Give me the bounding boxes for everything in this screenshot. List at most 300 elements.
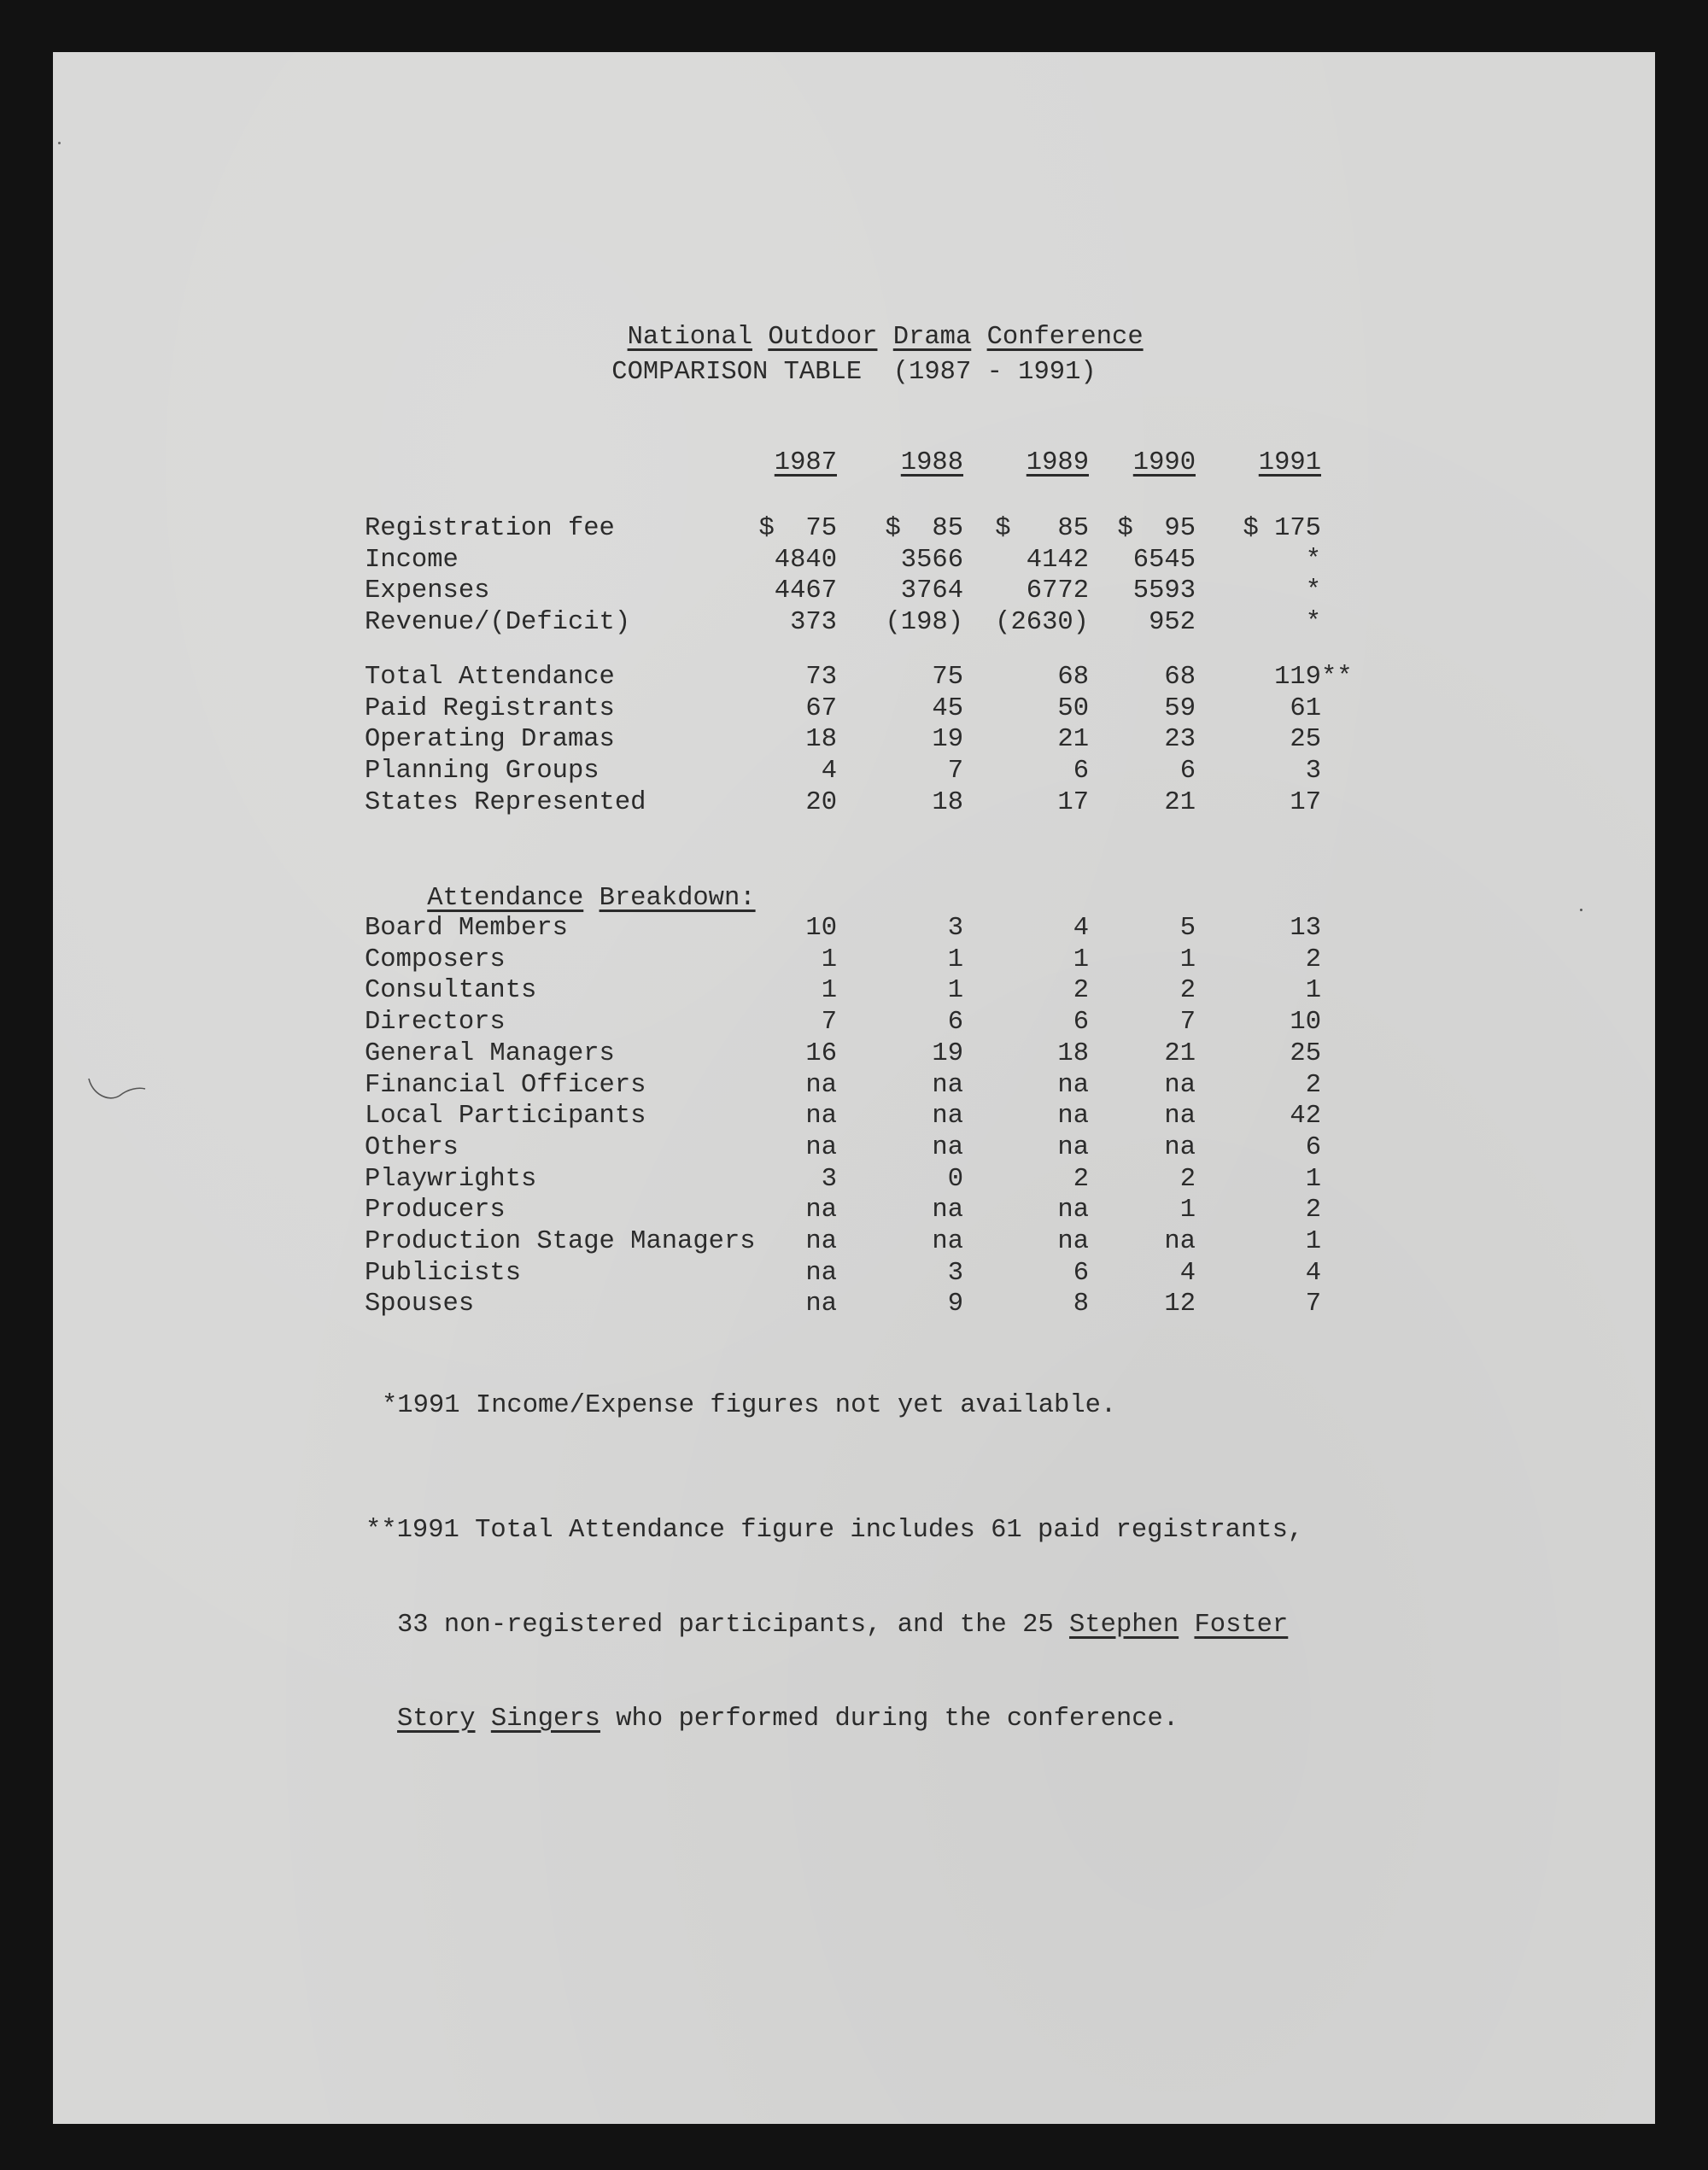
currency-symbol: $ <box>758 514 775 543</box>
cell-value: 18 <box>1057 1038 1089 1068</box>
footnote-income: *1991 Income/Expense figures not yet available. <box>382 1391 1117 1420</box>
table-cell <box>805 1195 837 1226</box>
table-row <box>53 1070 1655 1102</box>
table-cell <box>1133 576 1196 607</box>
cell-value: 1 <box>947 945 963 974</box>
cell-value: 19 <box>932 1038 963 1068</box>
cell-value: 50 <box>1057 693 1089 723</box>
table-cell <box>822 1164 837 1196</box>
row-label: Income <box>365 545 459 575</box>
table-cell <box>1057 1101 1089 1132</box>
cell-value: 20 <box>805 787 837 817</box>
underlined-word: Singers <box>490 1704 600 1734</box>
table-cell <box>1290 1007 1321 1038</box>
table-row <box>53 787 1655 819</box>
currency-symbol: $ <box>1117 514 1133 543</box>
table-row <box>53 1038 1655 1070</box>
cell-value: 3566 <box>900 545 963 575</box>
cell-value: 6 <box>1179 757 1196 787</box>
table-cell <box>1057 513 1089 545</box>
table-row <box>53 693 1655 725</box>
table-cell <box>1180 756 1196 787</box>
cell-value: 4 <box>1073 914 1089 943</box>
table-row <box>53 513 1655 545</box>
table-cell <box>822 945 837 976</box>
table-cell <box>1180 1258 1196 1290</box>
table-cell <box>1306 945 1321 976</box>
table-cell <box>948 975 963 1007</box>
table-cell <box>805 1132 837 1164</box>
cell-value: 21 <box>1057 725 1089 755</box>
cell-value: na <box>1057 1227 1089 1256</box>
cell-value: na <box>1057 1196 1089 1225</box>
cell-value: 21 <box>1164 1038 1196 1068</box>
table-cell <box>1057 787 1089 819</box>
cell-value: 7 <box>1305 1290 1321 1319</box>
table-cell <box>1290 724 1321 756</box>
footnote-attendance-line3 <box>366 1704 1303 1735</box>
table-cell <box>805 1289 837 1320</box>
currency-symbol: $ <box>1243 514 1259 543</box>
cell-value: 4 <box>1305 1258 1321 1288</box>
table-row <box>53 1289 1655 1320</box>
table-cell <box>805 513 837 545</box>
row-label: General Managers <box>365 1038 615 1068</box>
cell-value: 17 <box>1290 787 1321 817</box>
table-cell <box>1073 1289 1089 1320</box>
footnote-marker: ** <box>366 1516 397 1546</box>
cell-value: 10 <box>805 914 837 943</box>
row-label: Local Participants <box>365 1102 646 1132</box>
cell-value: 1 <box>1305 1164 1321 1194</box>
cell-value: na <box>932 1196 963 1225</box>
cell-value: 18 <box>805 725 837 755</box>
table-row <box>53 1164 1655 1196</box>
table-cell <box>1027 576 1089 607</box>
cell-value: 3 <box>947 1258 963 1288</box>
hair-artifact <box>87 1077 147 1103</box>
table-cell <box>1073 756 1089 787</box>
table-cell <box>948 1258 963 1290</box>
row-label: Playwrights <box>365 1164 537 1194</box>
table-row <box>53 1258 1655 1290</box>
cell-value: 2 <box>1305 1070 1321 1100</box>
cell-value: na <box>1164 1227 1196 1256</box>
table-cell <box>1306 1258 1321 1290</box>
table-cell <box>1164 1226 1196 1258</box>
year-header: 1988 <box>900 448 963 477</box>
table-cell <box>1164 693 1196 725</box>
table-cell <box>1180 975 1196 1007</box>
row-label: Revenue/(Deficit) <box>365 608 631 638</box>
table-cell <box>1306 576 1321 607</box>
row-label: Registration fee <box>365 514 615 543</box>
cell-value: 6 <box>1305 1132 1321 1162</box>
footnote-attendance-line1 <box>366 1515 1303 1547</box>
cell-value: 7 <box>1179 1008 1196 1038</box>
cell-value: 4467 <box>774 576 837 606</box>
cell-value: 1 <box>1305 976 1321 1006</box>
cell-value: 61 <box>1290 693 1321 723</box>
cell-value: na <box>1057 1132 1089 1162</box>
row-label: Composers <box>365 945 506 974</box>
cell-value: (198) <box>885 608 963 638</box>
table-cell <box>1057 724 1089 756</box>
table-cell <box>932 1195 963 1226</box>
table-cell <box>1164 1132 1196 1164</box>
table-cell <box>1274 662 1353 693</box>
row-label: Planning Groups <box>365 757 600 787</box>
table-cell <box>1180 1195 1196 1226</box>
row-label: Total Attendance <box>365 663 615 692</box>
table-cell <box>1073 913 1089 945</box>
cell-value: 1 <box>1305 1227 1321 1256</box>
table-cell <box>790 607 837 639</box>
cell-value: na <box>1164 1070 1196 1100</box>
table-cell <box>1149 607 1196 639</box>
underlined-word: Stephen <box>1069 1610 1179 1640</box>
table-cell <box>1164 787 1196 819</box>
document-page <box>53 52 1655 2124</box>
table-cell <box>1073 975 1089 1007</box>
underlined-word: Story <box>397 1704 476 1734</box>
cell-value: 2 <box>1305 1196 1321 1225</box>
table-cell <box>805 787 837 819</box>
table-cell <box>901 545 963 576</box>
cell-value: 10 <box>1290 1008 1321 1038</box>
table-cell <box>948 913 963 945</box>
table-cell <box>822 756 837 787</box>
table-cell <box>1180 1007 1196 1038</box>
table-cell <box>805 1258 837 1290</box>
breakdown-heading-word: Attendance <box>427 883 584 913</box>
table-cell <box>805 1101 837 1132</box>
cell-value: 3 <box>1305 757 1321 787</box>
cell-value: 25 <box>1290 725 1321 755</box>
table-cell <box>1073 1007 1089 1038</box>
cell-value: 6 <box>1073 1258 1089 1288</box>
cell-value: 5593 <box>1132 576 1196 606</box>
cell-value: 42 <box>1290 1102 1321 1132</box>
table-cell <box>1164 1101 1196 1132</box>
footnote-text: who performed during the conference. <box>600 1704 1179 1734</box>
cell-value: (2630) <box>995 608 1089 638</box>
cell-value: 18 <box>932 787 963 817</box>
table-row <box>53 913 1655 945</box>
table-cell <box>1290 693 1321 725</box>
table-row <box>53 576 1655 607</box>
cell-value: 1 <box>821 976 837 1006</box>
cell-value: 2 <box>1073 1164 1089 1194</box>
cell-value: 2 <box>1179 1164 1196 1194</box>
cell-value: 7 <box>821 1008 837 1038</box>
table-cell <box>1057 1195 1089 1226</box>
footnote-attendance <box>366 1453 1303 1798</box>
table-cell <box>932 513 963 545</box>
table-cell <box>932 787 963 819</box>
table-cell <box>822 1007 837 1038</box>
cell-value: 85 <box>932 514 963 543</box>
table-cell <box>932 693 963 725</box>
table-row <box>53 662 1655 693</box>
table-cell <box>805 1070 837 1102</box>
cell-value: 6545 <box>1132 545 1196 575</box>
row-label: Production Stage Managers <box>365 1227 756 1256</box>
row-label: Board Members <box>365 914 568 943</box>
table-cell <box>948 1007 963 1038</box>
table-row <box>53 1132 1655 1164</box>
table-cell <box>1057 1226 1089 1258</box>
cell-value: 4840 <box>774 545 837 575</box>
table-cell <box>822 975 837 1007</box>
row-label: Consultants <box>365 976 537 1006</box>
table-cell <box>1306 1164 1321 1196</box>
table-cell <box>1306 1132 1321 1164</box>
cell-value: 95 <box>1164 514 1196 543</box>
row-label: Others <box>365 1132 459 1162</box>
cell-value: na <box>805 1290 837 1319</box>
table-cell <box>775 545 837 576</box>
cell-value: 373 <box>790 608 837 638</box>
table-row <box>53 1195 1655 1226</box>
row-label: Operating Dramas <box>365 725 615 755</box>
row-label: Publicists <box>365 1258 522 1288</box>
table-cell <box>1306 607 1321 639</box>
cell-value: 3764 <box>900 576 963 606</box>
cell-value: 73 <box>805 663 837 692</box>
cell-value: na <box>1057 1070 1089 1100</box>
year-header: 1989 <box>1026 448 1089 477</box>
cell-value: 1 <box>821 945 837 974</box>
table-cell <box>1027 545 1089 576</box>
cell-value: 4 <box>821 757 837 787</box>
table-cell <box>1073 1164 1089 1196</box>
table-cell <box>1057 662 1089 693</box>
cell-value: 19 <box>932 725 963 755</box>
table-cell <box>948 945 963 976</box>
cell-value: 21 <box>1164 787 1196 817</box>
cell-value: * <box>1305 608 1321 638</box>
row-label: Spouses <box>365 1290 475 1319</box>
cell-value: 1 <box>1179 1196 1196 1225</box>
cell-value: 17 <box>1057 787 1089 817</box>
table-cell <box>1180 913 1196 945</box>
table-cell <box>1057 1132 1089 1164</box>
table-row <box>53 975 1655 1007</box>
breakdown-heading-word: Breakdown: <box>599 883 756 913</box>
table-cell <box>1290 913 1321 945</box>
table-cell <box>948 1289 963 1320</box>
cell-value: 59 <box>1164 693 1196 723</box>
cell-value: na <box>1164 1132 1196 1162</box>
table-cell <box>805 724 837 756</box>
table-cell <box>995 607 1089 639</box>
cell-value: na <box>805 1227 837 1256</box>
table-cell <box>1290 787 1321 819</box>
cell-value: 6 <box>1073 757 1089 787</box>
cell-value: 6772 <box>1026 576 1089 606</box>
title-word: Outdoor <box>768 322 878 352</box>
cell-value: 952 <box>1149 608 1196 638</box>
cell-value: 6 <box>947 1008 963 1038</box>
cell-value: 1 <box>947 976 963 1006</box>
table-cell <box>932 1038 963 1070</box>
table-row <box>53 1007 1655 1038</box>
table-cell <box>805 1038 837 1070</box>
row-label: Paid Registrants <box>365 693 615 723</box>
cell-value: 6 <box>1073 1008 1089 1038</box>
table-cell <box>1306 1195 1321 1226</box>
cell-value: 5 <box>1179 914 1196 943</box>
table-cell <box>1306 545 1321 576</box>
cell-value: 45 <box>932 693 963 723</box>
cell-value: 175 <box>1274 514 1321 543</box>
table-cell <box>932 1132 963 1164</box>
cell-value: 8 <box>1073 1290 1089 1319</box>
table-cell <box>1164 1070 1196 1102</box>
cell-value: 68 <box>1164 663 1196 692</box>
table-cell <box>1306 975 1321 1007</box>
cell-value: 2 <box>1073 976 1089 1006</box>
table-cell <box>1073 945 1089 976</box>
table-cell <box>1133 545 1196 576</box>
cell-value: 1 <box>1073 945 1089 974</box>
cell-value: 9 <box>947 1290 963 1319</box>
year-header-row <box>53 447 1655 479</box>
row-label: Producers <box>365 1196 506 1225</box>
row-label: Directors <box>365 1008 506 1038</box>
underlined-word: Foster <box>1194 1610 1289 1640</box>
table-cell <box>932 1226 963 1258</box>
table-cell <box>1290 1101 1321 1132</box>
cell-value: 3 <box>821 1164 837 1194</box>
table-cell <box>948 756 963 787</box>
cell-value: 75 <box>805 514 837 543</box>
table-cell <box>1306 756 1321 787</box>
table-cell <box>1057 693 1089 725</box>
table-cell <box>1180 1164 1196 1196</box>
cell-value: na <box>932 1132 963 1162</box>
table-cell <box>805 1226 837 1258</box>
table-cell <box>1306 1226 1321 1258</box>
table-cell <box>901 576 963 607</box>
cell-value: 0 <box>947 1164 963 1194</box>
table-row <box>53 545 1655 576</box>
table-cell <box>1180 945 1196 976</box>
table-cell <box>1057 1070 1089 1102</box>
table-cell <box>932 1101 963 1132</box>
cell-value: 13 <box>1290 914 1321 943</box>
cell-value: 75 <box>932 663 963 692</box>
table-cell <box>805 693 837 725</box>
cell-value: na <box>1164 1102 1196 1132</box>
cell-value: na <box>805 1196 837 1225</box>
table-row <box>53 1226 1655 1258</box>
currency-symbol: $ <box>885 514 901 543</box>
table-cell <box>775 576 837 607</box>
table-cell <box>805 913 837 945</box>
cell-value: * <box>1305 545 1321 575</box>
table-row <box>53 945 1655 976</box>
title-word: Drama <box>892 322 972 352</box>
table-cell <box>1073 1258 1089 1290</box>
table-cell <box>805 662 837 693</box>
title-word: Conference <box>986 322 1144 352</box>
speck-artifact <box>1580 909 1582 911</box>
table-row <box>53 1101 1655 1132</box>
cell-value: 16 <box>805 1038 837 1068</box>
table-cell <box>1290 1038 1321 1070</box>
table-cell <box>1164 662 1196 693</box>
cell-value: 23 <box>1164 725 1196 755</box>
cell-value: 25 <box>1290 1038 1321 1068</box>
table-cell <box>1164 1038 1196 1070</box>
year-header: 1991 <box>1258 448 1321 477</box>
cell-value: na <box>932 1102 963 1132</box>
footnote-marker: ** <box>1321 663 1353 692</box>
cell-value: 3 <box>947 914 963 943</box>
row-label: Financial Officers <box>365 1070 646 1100</box>
cell-value: na <box>805 1132 837 1162</box>
cell-value: 67 <box>805 693 837 723</box>
footnote-text: 33 non-registered participants, and the 25 <box>397 1610 1070 1640</box>
footnote-text: 1991 Total Attendance figure includes 61 paid registrants, <box>396 1516 1304 1546</box>
year-header: 1990 <box>1132 448 1196 477</box>
cell-value: 85 <box>1057 514 1089 543</box>
table-cell <box>1306 1289 1321 1320</box>
cell-value: na <box>805 1258 837 1288</box>
table-cell <box>1306 1070 1321 1102</box>
cell-value: 2 <box>1305 945 1321 974</box>
currency-symbol: $ <box>995 514 1011 543</box>
table-cell <box>932 662 963 693</box>
year-header: 1987 <box>774 448 837 477</box>
table-cell <box>1164 724 1196 756</box>
table-cell <box>1057 1038 1089 1070</box>
cell-value: 4142 <box>1026 545 1089 575</box>
table-cell <box>932 1070 963 1102</box>
cell-value: na <box>805 1070 837 1100</box>
table-cell <box>1164 1289 1196 1320</box>
row-label: States Represented <box>365 787 646 817</box>
cell-value: 1 <box>1179 945 1196 974</box>
cell-value: na <box>805 1102 837 1132</box>
cell-value: 2 <box>1179 976 1196 1006</box>
table-row <box>53 724 1655 756</box>
cell-value: 119 <box>1274 663 1321 692</box>
table-cell <box>1274 513 1321 545</box>
cell-value: 7 <box>947 757 963 787</box>
table-cell <box>885 607 963 639</box>
cell-value: 4 <box>1179 1258 1196 1288</box>
cell-value: * <box>1305 576 1321 606</box>
table-row <box>53 756 1655 787</box>
row-label: Expenses <box>365 576 490 606</box>
table-cell <box>1164 513 1196 545</box>
speck-artifact <box>58 142 61 144</box>
cell-value: na <box>932 1227 963 1256</box>
title-word: National <box>627 322 753 352</box>
cell-value: na <box>932 1070 963 1100</box>
table-row <box>53 607 1655 639</box>
table-cell <box>948 1164 963 1196</box>
document-subtitle: COMPARISON TABLE (1987 - 1991) <box>611 358 1097 387</box>
table-cell <box>932 724 963 756</box>
footnote-attendance-line2 <box>366 1610 1303 1641</box>
cell-value: 12 <box>1164 1290 1196 1319</box>
cell-value: 68 <box>1057 663 1089 692</box>
cell-value: na <box>1057 1102 1089 1132</box>
